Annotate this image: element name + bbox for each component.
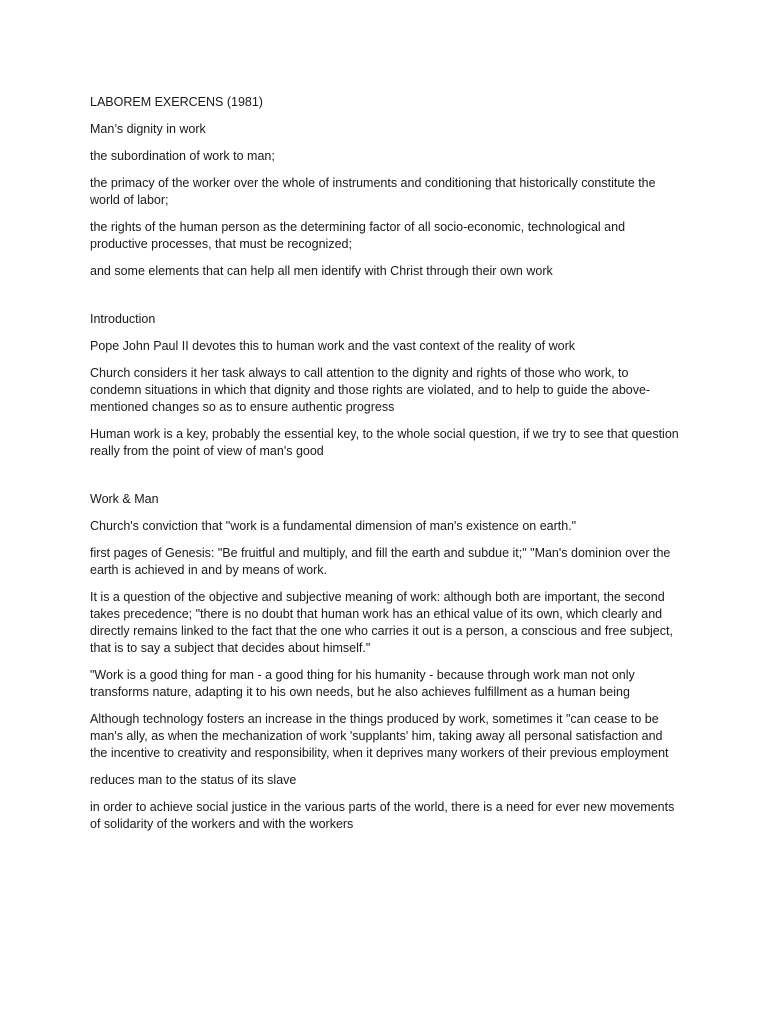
intro-item: and some elements that can help all men identify with Christ through their own work <box>90 264 553 278</box>
work-and-man-paragraph: Church's conviction that "work is a fundamental dimension of man's existence on earth." <box>90 519 577 533</box>
intro-item: the primacy of the worker over the whole of instruments and conditioning that historically constitute the world of labor; <box>90 176 656 207</box>
work-and-man-paragraph: It is a question of the objective and subjective meaning of work: although both are important, the second takes precedence; "there is no doubt that human work has an ethical value of its own, which clearly and directly remains linked to the fact that the one who carries it out is a person, a conscious and free subject, that is to say a subject that decides about himself." <box>90 590 673 655</box>
intro-item: the rights of the human person as the determining factor of all socio-economic, technological and productive processes, that must be recognized; <box>90 220 626 251</box>
introduction-paragraph: Church considers it her task always to call attention to the dignity and rights of those who work, to condemn situations in which that dignity and those rights are violated, and to help to guide the above-mentioned changes so as to ensure authentic progress <box>90 366 651 414</box>
work-and-man-paragraph: first pages of Genesis: "Be fruitful and multiply, and fill the earth and subdue it;" "Man's dominion over the earth is achieved in and by means of work. <box>90 546 671 577</box>
section-heading-work-and-man: Work & Man <box>90 492 159 506</box>
introduction-paragraph: Human work is a key, probably the essential key, to the whole social question, if we try to see that question really from the point of view of man's good <box>90 427 679 458</box>
intro-item: Man’s dignity in work <box>90 122 206 136</box>
introduction-paragraph: Pope John Paul II devotes this to human work and the vast context of the reality of work <box>90 339 575 353</box>
document-title: LABOREM EXERCENS (1981) <box>90 95 263 109</box>
intro-item: the subordination of work to man; <box>90 149 275 163</box>
work-and-man-paragraph: reduces man to the status of its slave <box>90 773 297 787</box>
work-and-man-paragraph: in order to achieve social justice in the various parts of the world, there is a need for ever new movements of solidarity of the workers and with the workers <box>90 800 675 831</box>
work-and-man-paragraph: "Work is a good thing for man - a good thing for his humanity - because through work man not only transforms nature, adapting it to his own needs, but he also achieves fulfillment as a human being <box>90 668 635 699</box>
section-heading-introduction: Introduction <box>90 312 156 326</box>
work-and-man-paragraph: Although technology fosters an increase in the things produced by work, sometimes it "can cease to be man's ally, as when the mechanization of work 'supplants' him, taking away all personal satisfaction and the incentive to creativity and responsibility, when it deprives many workers of their previous employment <box>90 712 669 760</box>
document-body <box>90 94 680 843</box>
